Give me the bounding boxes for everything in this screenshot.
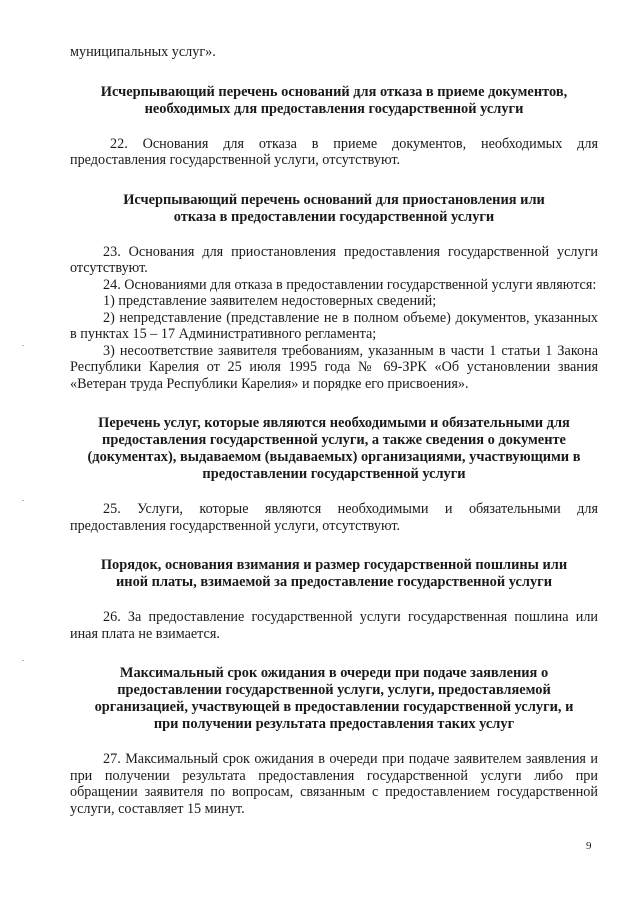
heading-line: предоставлении государственной услуги, услуги, предоставляемой <box>117 682 551 698</box>
heading-line: необходимых для предоставления государственной услуги <box>144 100 524 117</box>
list-item: 1) представление заявителем недостоверных сведений; <box>103 293 437 309</box>
heading-line: Исчерпывающий перечень оснований для приостановления или <box>123 191 545 208</box>
heading-line: Максимальный срок ожидания в очереди при подаче заявления о <box>119 665 549 681</box>
paragraph-26: 26. За предоставление государственной услуги государственная пошлина или иная плата не взимается. <box>70 609 598 642</box>
page-number: 9 <box>586 840 592 852</box>
section-heading <box>70 415 598 483</box>
scan-mark <box>22 500 24 501</box>
heading-line: иной платы, взимаемой за предоставление государственной услуги <box>115 574 553 590</box>
scan-mark <box>22 660 24 661</box>
heading-line: Порядок, основания взимания и размер государственной пошлины или <box>100 557 568 573</box>
heading-line: (документах), выдаваемом (выдаваемых) организациями, участвующими в <box>87 449 581 465</box>
paragraph-24: 24. Основаниями для отказа в предоставлении государственной услуги являются: <box>103 276 597 293</box>
heading-line: предоставлении государственной услуги <box>202 466 466 482</box>
section-heading <box>70 192 598 226</box>
paragraph-27: 27. Максимальный срок ожидания в очереди при подаче заявителем заявления и при получении результата предоставления государственной услуги либо при обращении заявителя по вопросам, связанным с предоставлением государственной услуги, составляет 15 минут. <box>70 751 598 817</box>
heading-line: Исчерпывающий перечень оснований для отказа в приеме документов, <box>100 83 568 100</box>
scan-mark <box>22 345 24 346</box>
heading-line: организацией, участвующей в предоставлении государственной услуги, и <box>94 699 574 715</box>
document-body <box>70 44 598 817</box>
continuation-text: муниципальных услуг». <box>70 44 216 60</box>
section-heading <box>70 84 598 118</box>
paragraph-22: 22. Основания для отказа в приеме документов, необходимых для предоставления государственной услуги, отсутствуют. <box>70 135 598 168</box>
section-heading <box>70 557 598 591</box>
paragraph-23: 23. Основания для приостановления предоставления государственной услуги отсутствуют. <box>70 243 598 276</box>
heading-line: отказа в предоставлении государственной услуги <box>173 208 495 225</box>
heading-line: предоставления государственной услуги, а также сведения о документе <box>102 432 566 448</box>
paragraph-25: 25. Услуги, которые являются необходимыми и обязательными для предоставления государственной услуги, отсутствуют. <box>70 501 598 534</box>
heading-line: Перечень услуг, которые являются необходимыми и обязательными для <box>98 415 570 431</box>
list-item: 2) непредставление (представление не в полном объеме) документов, указанных в пунктах 15 – 17 Административного регламента; <box>70 309 598 342</box>
list-item: 3) несоответствие заявителя требованиям, указанным в части 1 статьи 1 Закона Республики Карелия от 25 июля 1995 года № 69-ЗРК «Об установлении звания «Ветеран труда Республики Карелия» и порядке его присвоения». <box>70 342 598 392</box>
section-heading <box>70 665 598 733</box>
heading-line: при получении результата предоставления таких услуг <box>153 716 515 732</box>
